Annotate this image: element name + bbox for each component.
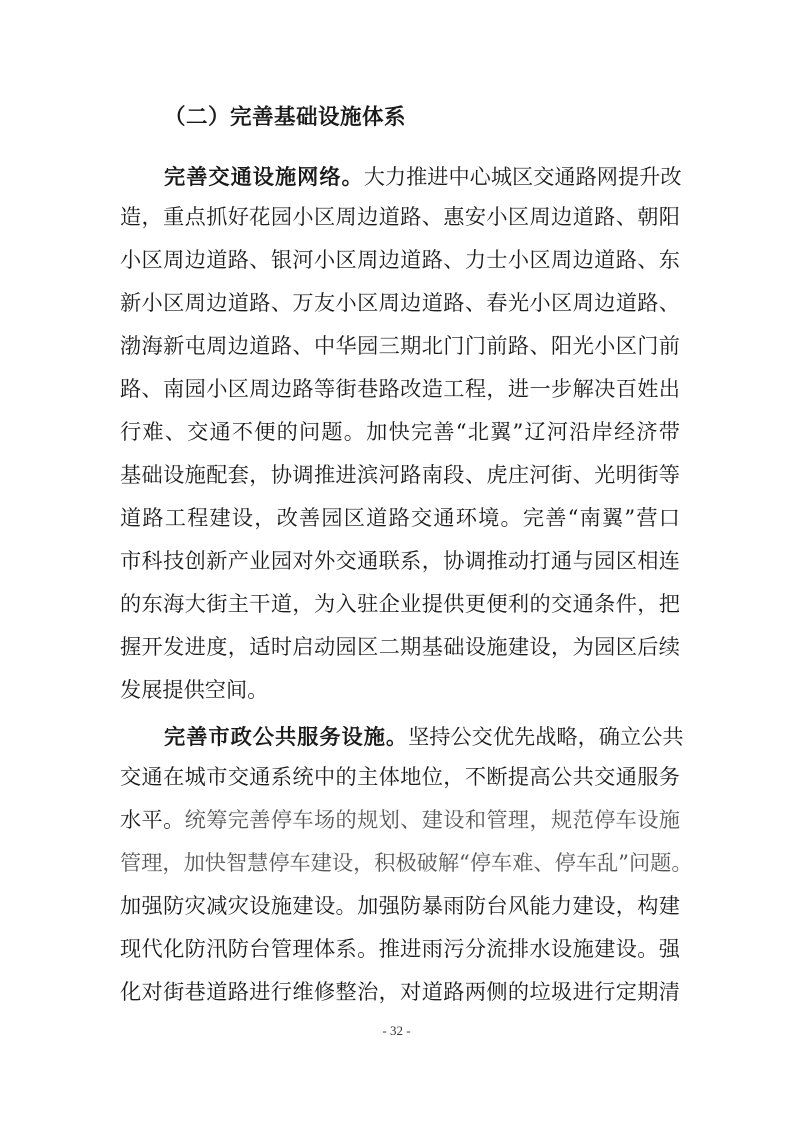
paragraph-line: 化对街巷道路进行维修整治，对道路两侧的垃圾进行定期清: [120, 979, 680, 1004]
paragraph-line: 路、南园小区周边路等街巷路改造工程，进一步解决百姓出: [120, 376, 680, 401]
paragraph-lead-traffic: 完善交通设施网络。: [164, 164, 364, 189]
paragraph-line: 渤海新屯周边道路、中华园三期北门门前路、阳光小区门前: [120, 333, 680, 358]
paragraph-line: 加强防灾减灾设施建设。加强防暴雨防台风能力建设，构建: [120, 893, 680, 918]
paragraph-line: 行难、交通不便的问题。加快完善“北翼”辽河沿岸经济带: [120, 419, 680, 444]
paragraph-line: 基础设施配套，协调推进滨河路南段、虎庄河街、光明街等: [120, 462, 680, 487]
paragraph-line: 发展提供空间。: [120, 677, 269, 702]
paragraph-line: 管理，加快智慧停车建设，积极破解“停车难、停车乱”问题。: [120, 850, 693, 875]
paragraph-line: 现代化防汛防台管理体系。推进雨污分流排水设施建设。强: [120, 936, 680, 961]
paragraph-line: 市科技创新产业园对外交通联系，协调推动打通与园区相连: [120, 548, 680, 573]
paragraph-lead-municipal: 完善市政公共服务设施。: [164, 724, 409, 749]
paragraph-line: 握开发进度，适时启动园区二期基础设施建设，为园区后续: [120, 634, 680, 659]
paragraph-line: 造，重点抓好花园小区周边道路、惠安小区周边道路、朝阳: [120, 204, 680, 229]
paragraph-line: 完善市政公共服务设施。坚持公交优先战略，确立公共: [164, 724, 684, 749]
paragraph-line: 完善交通设施网络。大力推进中心城区交通路网提升改: [164, 164, 682, 189]
paragraph-line: 水平。统筹完善停车场的规划、建设和管理，规范停车设施: [120, 807, 680, 832]
paragraph-line: 新小区周边道路、万友小区周边道路、春光小区周边道路、: [120, 290, 680, 315]
section-heading: （二）完善基础设施体系: [164, 105, 407, 130]
paragraph-line: 的东海大街主干道，为入驻企业提供更便利的交通条件，把: [120, 591, 680, 616]
paragraph-line: 道路工程建设，改善园区道路交通环境。完善“南翼”营口: [120, 505, 680, 530]
paragraph-line: 小区周边道路、银河小区周边道路、力士小区周边道路、东: [120, 247, 680, 272]
page-number: - 32 -: [382, 1023, 411, 1038]
paragraph-line: 交通在城市交通系统中的主体地位，不断提高公共交通服务: [120, 764, 680, 789]
